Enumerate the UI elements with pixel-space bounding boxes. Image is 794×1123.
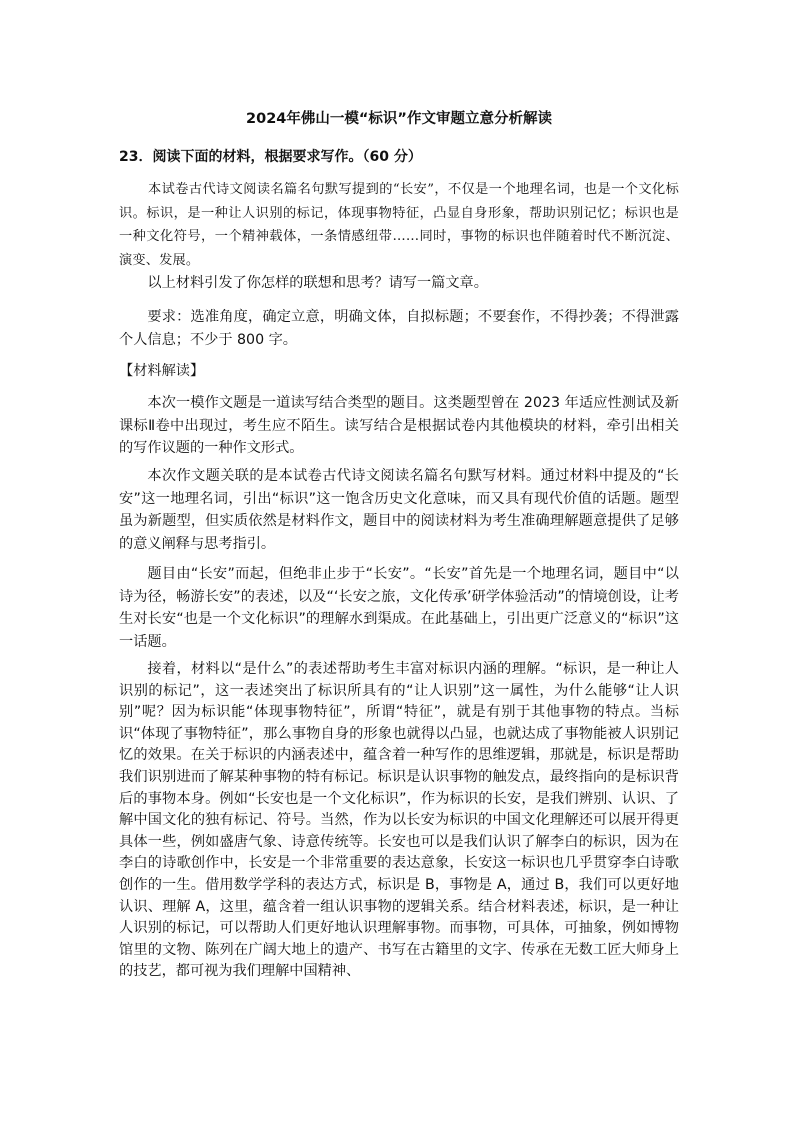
analysis-paragraph-4: 接着，材料以“是什么”的表述帮助考生丰富对标识内涵的理解。“标识，是一种让人识别的标记”，这一表述突出了标识所具有的“让人识别”这一属性，为什么能够“让人识别”呢？因为标识能“体现事物特征”，所谓“特征”，就是有别于其他事物的特点。当标识“体现了事物特征”，那么事物自身的形象也就得以凸显，也就达成了事物能被人识别记忆的效果。在关于标识的内涵表述中，蕴含着一种写作的思维逻辑，那就是，标识是帮助我们识别进而了解某种事物的特有标记。标识是认识事物的触发点，最终指向的是标识背后的事物本身。例如“长安也是一个文化标识”，作为标识的长安，是我们辨别、认识、了解中国文化的独有标记、符号。当然，作为以长安为标识的中国文化理解还可以展开得更具体一些，例如盛唐气象、诗意传统等。长安也可以是我们认识了解李白的标识，因为在李白的诗歌创作中，长安是一个非常重要的表达意象，长安这一标识也几乎贯穿李白诗歌创作的一生。借用数学学科的表达方式，标识是 B，事物是 A，通过 B，我们可以更好地认识、理解 A，这里，蕴含着一组认识事物的逻辑关系。结合材料表述，标识，是一种让人识别的标记，可以帮助人们更好地认识理解事物。而事物，可具体，可抽象，例如博物馆里的文物、陈列在广阔大地上的遗产、书写在古籍里的文字、传承在无数工匠大师身上的技艺，都可视为我们理解中国精神、	[119, 661, 679, 980]
analysis-paragraph-2: 本次作文题关联的是本试卷古代诗文阅读名篇名句默写材料。通过材料中提及的“长安”这一地理名词，引出“标识”这一饱含历史文化意味，而又具有现代价值的话题。题型虽为新题型，但实质依然是材料作文，题目中的阅读材料为考生准确理解题意提供了足够的意义阐释与思考指引。	[119, 468, 679, 552]
document-title: 2024年佛山一模“标识”作文审题立意分析解读	[246, 111, 552, 127]
writing-prompt: 以上材料引发了你怎样的联想和思考？请写一篇文章。	[147, 275, 488, 291]
section-heading: 【材料解读】	[119, 363, 205, 379]
analysis-paragraph-3: 题目由“长安”而起，但绝非止步于“长安”。“长安”首先是一个地理名词，题目中“以诗为径，畅游长安”的表述，以及“‘长安之旅，文化传承’研学体验活动”的情境创设，让考生对长安“也是一个文化标识”的理解水到渠成。在此基础上，引出更广泛意义的“标识”这一话题。	[119, 566, 679, 650]
writing-requirements: 要求：选准角度，确定立意，明确文体，自拟标题；不要套作，不得抄袭；不得泄露个人信息；不少于 800 字。	[119, 309, 679, 348]
question-heading: 23．阅读下面的材料，根据要求写作。（60 分）	[119, 149, 422, 165]
material-text: 本试卷古代诗文阅读名篇名句默写提到的“长安”，不仅是一个地理名词，也是一个文化标识。标识，是一种让人识别的标记，体现事物特征，凸显自身形象，帮助识别记忆；标识也是一种文化符号，一个精神载体，一条情感纽带……同时，事物的标识也伴随着时代不断沉淀、演变、发展。	[119, 182, 679, 268]
analysis-paragraph-1: 本次一模作文题是一道读写结合类型的题目。这类题型曾在 2023 年适应性测试及新课标Ⅱ卷中出现过，考生应不陌生。读写结合是根据试卷内其他模块的材料，牵引出相关的写作议题的一种作文形式。	[119, 395, 679, 457]
